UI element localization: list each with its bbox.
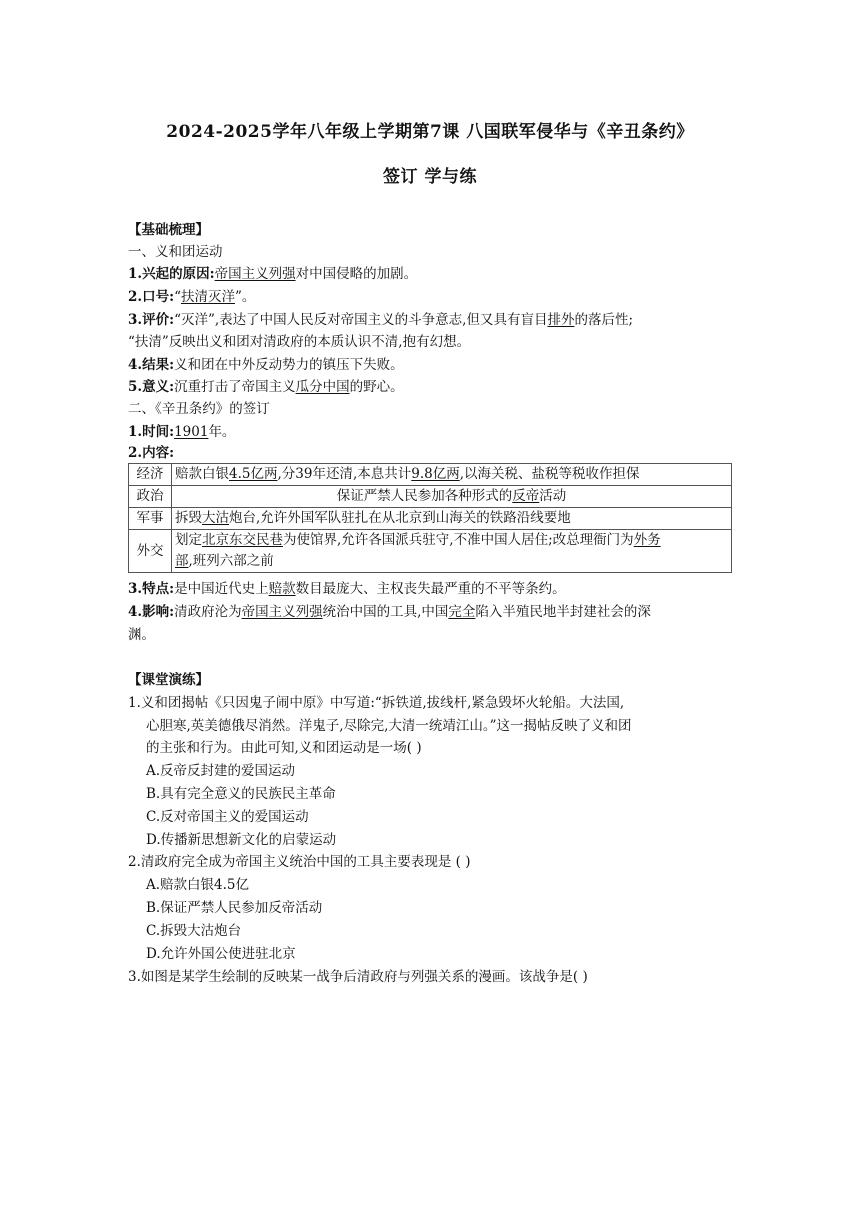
- item-content-label: 2.内容:: [128, 445, 175, 461]
- underlined-answer: 排外: [547, 312, 575, 328]
- treaty-content-table: [128, 463, 732, 573]
- item-label: 1.兴起的原因:: [128, 266, 215, 282]
- item-significance: [128, 376, 738, 398]
- question-2-option-c: C.拆毁大沽炮台: [146, 923, 242, 939]
- item-label: 3.评价:: [128, 312, 175, 328]
- page-title-line-2: 签订 学与练: [383, 167, 477, 187]
- subsection-boxer-movement: 一、义和团运动: [128, 244, 223, 260]
- item-text: “灭洋”,表达了中国人民反对帝国主义的斗争意志,但又具有盲目: [174, 312, 548, 328]
- underlined-answer: 瓜分中国: [295, 379, 350, 395]
- question-1-option-b: B.具有完全意义的民族民主革命: [146, 786, 336, 802]
- item-text: 义和团在中外反动势力的镇压下失败。: [174, 357, 404, 373]
- table-key: 外交: [129, 530, 172, 573]
- table-value: 划定北京东交民巷为使馆界,允许各国派兵驻守,不准中国人居住;改总理衙门为外务 部,班列六部之前: [172, 530, 732, 573]
- question-1-option-a: A.反帝反封建的爱国运动: [146, 763, 296, 779]
- question-2: 2.清政府完全成为帝国主义统治中国的工具主要表现是 ( ): [128, 854, 471, 870]
- underlined-answer: 大沽: [202, 510, 229, 526]
- table-value: 赔款白银4.5亿两,分39年还清,本息共计9.8亿两,以海关税、盐税等税收作担保: [172, 464, 732, 486]
- underlined-answer: 赔款: [268, 581, 296, 597]
- item-text: 的落后性;: [574, 312, 634, 328]
- item-text: 清政府沦为: [174, 604, 242, 620]
- item-text: “: [174, 289, 181, 305]
- underlined-answer: 帝国主义列强: [241, 604, 323, 620]
- question-2-option-d: D.允许外国公使进驻北京: [146, 946, 296, 962]
- underlined-answer: 扶清灭洋: [180, 289, 235, 305]
- question-2-option-a: A.赔款白银4.5亿: [146, 877, 250, 893]
- item-slogan: [128, 286, 738, 308]
- item-text: 对中国侵略的加剧。: [295, 266, 418, 282]
- table-value: 保证严禁人民参加各种形式的反帝活动: [172, 486, 732, 508]
- item-impact: [128, 601, 738, 623]
- table-row-diplomacy: [129, 530, 732, 573]
- item-text: 年。: [208, 424, 236, 440]
- item-impact-line-2: 渊。: [128, 627, 155, 643]
- item-text: 沉重打击了帝国主义: [174, 379, 296, 395]
- underlined-answer: 1901: [174, 424, 209, 440]
- question-1-option-c: C.反对帝国主义的爱国运动: [146, 809, 309, 825]
- item-label: 5.意义:: [128, 379, 175, 395]
- item-label: 4.结果:: [128, 357, 175, 373]
- question-3: 3.如图是某学生绘制的反映某一战争后清政府与列强关系的漫画。该战争是( ): [128, 969, 588, 985]
- table-key: 政治: [129, 486, 172, 508]
- item-cause: [128, 263, 738, 285]
- question-1-line-1: 1.义和团揭帖《只因鬼子闹中原》中写道:“拆铁道,拔线杆,紧急毁坏火轮船。大法国,: [128, 695, 625, 711]
- item-evaluation: [128, 309, 738, 331]
- table-key: 军事: [129, 508, 172, 530]
- underlined-answer: 北京东交民巷: [202, 532, 283, 548]
- underlined-answer: 9.8亿两: [411, 466, 460, 482]
- question-1-option-d: D.传播新思想新文化的启蒙运动: [146, 832, 337, 848]
- item-evaluation-line-2: “扶清”反映出义和团对清政府的本质认识不清,抱有幻想。: [128, 334, 471, 350]
- item-label: 1.时间:: [128, 424, 175, 440]
- table-row-politics: [129, 486, 732, 508]
- table-row-military: [129, 508, 732, 530]
- subsection-treaty: 二、《辛丑条约》的签订: [128, 401, 270, 417]
- underlined-answer: 4.5亿两: [229, 466, 278, 482]
- table-key: 经济: [129, 464, 172, 486]
- question-1-line-2: 心胆寒,英美德俄尽消然。洋鬼子,尽除完,大清一统靖江山。”这一揭帖反映了义和团: [146, 718, 632, 734]
- item-text: 统治中国的工具,中国: [322, 604, 449, 620]
- item-features: [128, 578, 738, 600]
- table-row-economy: [129, 464, 732, 486]
- question-1-line-3: 的主张和行为。由此可知,义和团运动是一场( ): [146, 740, 422, 756]
- underlined-answer: 帝国主义列强: [214, 266, 296, 282]
- item-label: 2.口号:: [128, 289, 175, 305]
- table-value: 拆毁大沽炮台,允许外国军队驻扎在从北京到山海关的铁路沿线要地: [172, 508, 732, 530]
- item-label: 3.特点:: [128, 581, 175, 597]
- section-heading-basics: 【基础梳理】: [128, 222, 209, 238]
- item-text: 的野心。: [349, 379, 404, 395]
- underlined-answer: 部: [175, 553, 189, 569]
- underlined-answer: 外务: [633, 532, 661, 548]
- underlined-answer: 反帝: [512, 488, 540, 504]
- item-text: 陷入半殖民地半封建社会的深: [475, 604, 651, 620]
- item-result: [128, 354, 738, 376]
- item-label: 4.影响:: [128, 604, 175, 620]
- page-title-line-1: 2024-2025学年八年级上学期第7课 八国联军侵华与《辛丑条约》: [166, 122, 694, 142]
- item-text: 是中国近代史上: [174, 581, 269, 597]
- underlined-answer: 完全: [448, 604, 476, 620]
- section-heading-practice: 【课堂演练】: [128, 672, 209, 688]
- item-text: 数目最庞大、主权丧失最严重的不平等条约。: [295, 581, 566, 597]
- item-text: ”。: [234, 289, 256, 305]
- question-2-option-b: B.保证严禁人民参加反帝活动: [146, 900, 323, 916]
- item-time: [128, 421, 738, 443]
